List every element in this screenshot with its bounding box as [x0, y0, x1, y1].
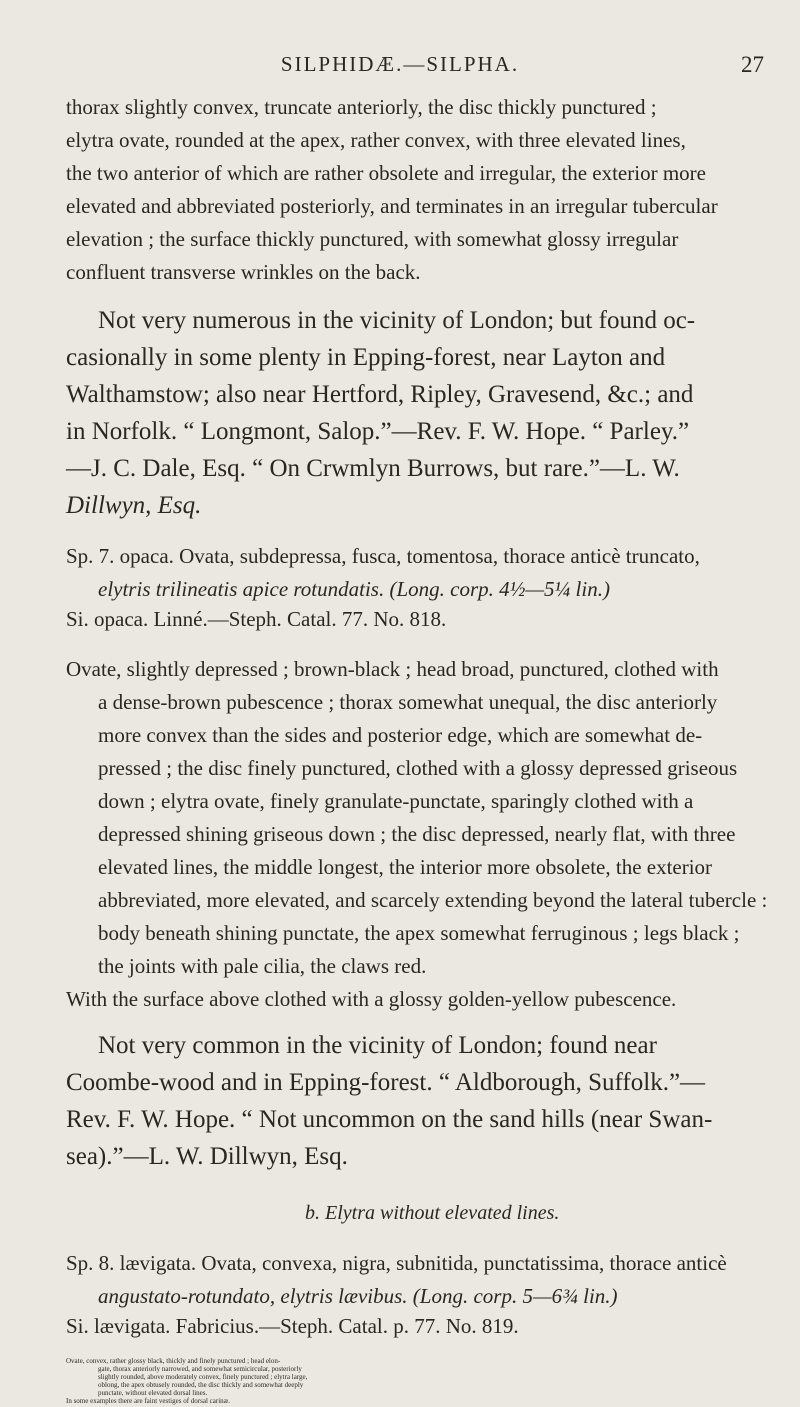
species-line: Sp. 7. opaca. Ovata, subdepressa, fusca, tomentosa, thorace anticè truncato, [66, 544, 700, 568]
text-line: in Norfolk. “ Longmont, Salop.”—Rev. F. W. Hope. “ Parley.” [66, 418, 690, 445]
text-line: confluent transverse wrinkles on the back. [66, 260, 421, 284]
text-line: Ovate, slightly depressed ; brown-black ; head broad, punctured, clothed with [66, 657, 719, 681]
text-line: casionally in some plenty in Epping-forest, near Layton and [66, 344, 666, 371]
text-line: body beneath shining punctate, the apex somewhat ferruginous ; legs black ; [98, 921, 740, 945]
species-line: Sp. 8. lævigata. Ovata, convexa, nigra, subnitida, punctatissima, thorace anticè [66, 1251, 727, 1275]
text-line: the joints with pale cilia, the claws red. [98, 954, 427, 978]
text-line: elevated lines, the middle longest, the interior more obsolete, the exterior [98, 855, 713, 879]
text-line: thorax slightly convex, truncate anteriorly, the disc thickly punctured ; [66, 95, 657, 119]
text-line: Rev. F. W. Hope. “ Not uncommon on the sand hills (near Swan- [66, 1106, 713, 1133]
text-line: abbreviated, more elevated, and scarcely extending beyond the lateral tubercle : [98, 888, 768, 912]
text-line: depressed shining griseous down ; the disc depressed, nearly flat, with three [98, 822, 736, 846]
text-line: Ovate, convex, rather glossy black, thickly and finely punctured ; head elon- [66, 1357, 281, 1365]
text-line: elytra ovate, rounded at the apex, rather convex, with three elevated lines, [66, 128, 686, 152]
text-line: Coombe-wood and in Epping-forest. “ Aldborough, Suffolk.”— [66, 1069, 706, 1096]
text-line: pressed ; the disc finely punctured, clothed with a glossy depressed griseous [98, 756, 738, 780]
species-line: angustato-rotundato, elytris lævibus. (Long. corp. 5—6¾ lin.) [98, 1284, 618, 1308]
text-line: Not very common in the vicinity of London; found near [98, 1032, 657, 1059]
running-head: SILPHIDÆ.—SILPHA. [280, 52, 520, 76]
page-number: 27 [741, 52, 764, 77]
text-line: With the surface above clothed with a glossy golden-yellow pubescence. [66, 987, 677, 1011]
text-line: elevation ; the surface thickly punctured, with somewhat glossy irregular [66, 227, 679, 251]
section-heading: b. Elytra without elevated lines. [305, 1202, 560, 1224]
species-synonym: Si. lævigata. Fabricius.—Steph. Catal. p. 77. No. 819. [66, 1314, 519, 1338]
text-line: sea).”—L. W. Dillwyn, Esq. [66, 1143, 348, 1170]
text-line: gate, thorax anteriorly narrowed, and somewhat semicircular, posteriorly [98, 1365, 302, 1373]
text-line: elevated and abbreviated posteriorly, and terminates in an irregular tubercular [66, 194, 718, 218]
text-line: the two anterior of which are rather obsolete and irregular, the exterior more [66, 161, 706, 185]
species-line: elytris trilineatis apice rotundatis. (Long. corp. 4½—5¼ lin.) [98, 577, 610, 601]
text-line: Dillwyn, Esq. [66, 492, 202, 519]
text-line: more convex than the sides and posterior edge, which are somewhat de- [98, 723, 703, 747]
page-header [0, 52, 800, 82]
text-line: a dense-brown pubescence ; thorax somewhat unequal, the disc anteriorly [98, 690, 718, 714]
text-line: Walthamstow; also near Hertford, Ripley, Gravesend, &c.; and [66, 381, 694, 408]
text-line: oblong, the apex obtusely rounded, the disc thickly and somewhat deeply [98, 1381, 304, 1389]
text-line: In some examples there are faint vestiges of dorsal carinæ. [66, 1397, 231, 1405]
text-line: punctate, without elevated dorsal lines. [98, 1389, 208, 1397]
text-line: Not very numerous in the vicinity of London; but found oc- [98, 307, 696, 334]
text-line: —J. C. Dale, Esq. “ On Crwmlyn Burrows, but rare.”—L. W. [66, 455, 680, 482]
text-line: slightly rounded, above moderately convex, finely punctured ; elytra large, [98, 1373, 308, 1381]
text-line: down ; elytra ovate, finely granulate-punctate, sparingly clothed with a [98, 789, 694, 813]
species-synonym: Si. opaca. Linné.—Steph. Catal. 77. No. 818. [66, 607, 447, 631]
